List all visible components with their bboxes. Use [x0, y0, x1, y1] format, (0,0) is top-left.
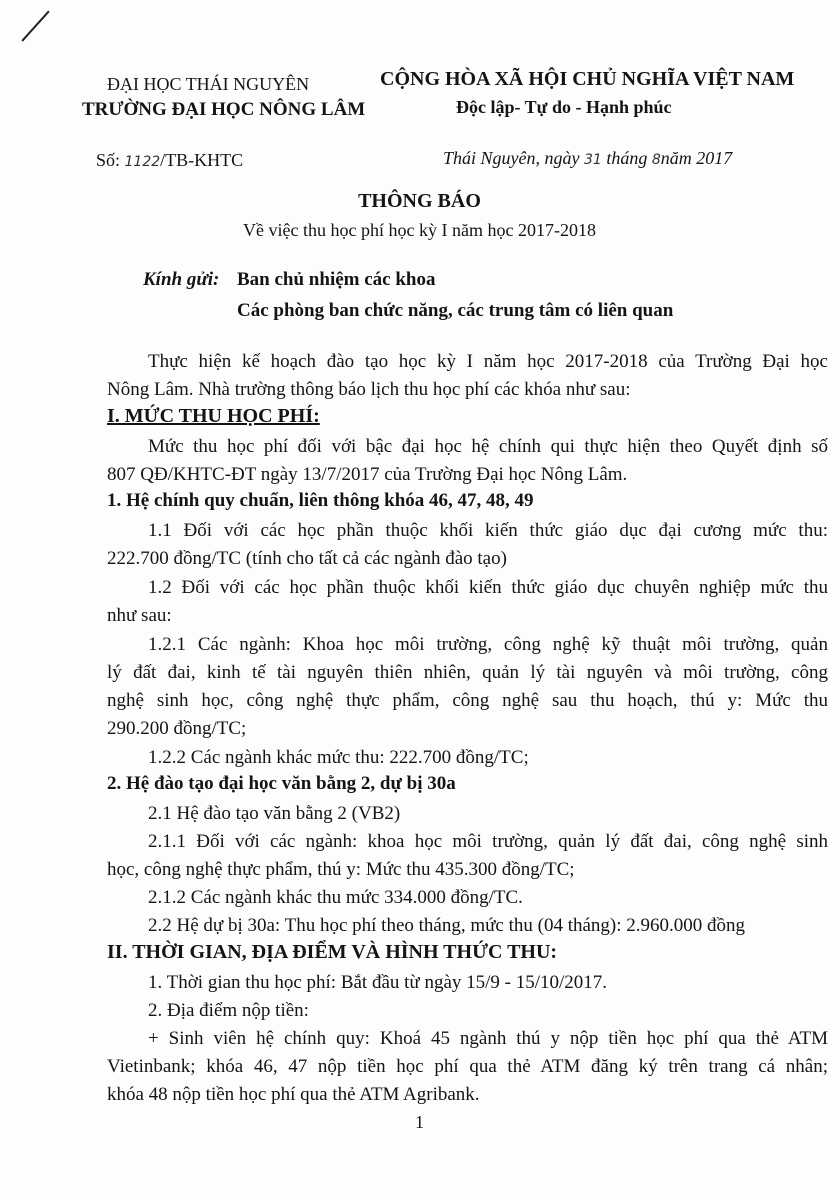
- section-2-heading: II. THỜI GIAN, ĐỊA ĐIỂM VÀ HÌNH THỨC THU:: [107, 941, 558, 963]
- p12-line-1: 1.2 Đối với các học phần thuộc khối kiến thức giáo dục chuyên nghiệp mức thu: [148, 577, 828, 598]
- p211-line-1: 2.1.1 Đối với các ngành: khoa học môi trường, quản lý đất đai, công nghệ sinh: [148, 831, 828, 852]
- intro-line-1: Thực hiện kế hoạch đào tạo học kỳ I năm học 2017-2018 của Trường Đại học: [148, 351, 828, 372]
- document-title: THÔNG BÁO: [358, 190, 481, 212]
- section-2-p1: 1. Thời gian thu học phí: Bắt đầu từ ngày 15/9 - 15/10/2017.: [148, 972, 608, 993]
- p11-line-1: 1.1 Đối với các học phần thuộc khối kiến thức giáo dục đại cương mức thu:: [148, 520, 828, 541]
- subsection-2-heading: 2. Hệ đào tạo đại học văn bằng 2, dự bị 30a: [107, 773, 456, 794]
- p211-line-2: học, công nghệ thực phẩm, thú y: Mức thu 435.300 đồng/TC;: [107, 859, 575, 880]
- section-1-heading: I. MỨC THU HỌC PHÍ:: [107, 405, 320, 427]
- p121-line-1: 1.2.1 Các ngành: Khoa học môi trường, công nghệ kỹ thuật môi trường, quản: [148, 634, 828, 655]
- page-number: 1: [415, 1112, 424, 1132]
- country-name: CỘNG HÒA XÃ HỘI CHỦ NGHĨA VIỆT NAM: [380, 68, 795, 90]
- recipients-label: Kính gửi:: [143, 269, 220, 290]
- intro-line-2: Nông Lâm. Nhà trường thông báo lịch thu học phí các khóa như sau:: [107, 379, 631, 400]
- recipient-2: Các phòng ban chức năng, các trung tâm có liên quan: [237, 300, 674, 321]
- document-date: Thái Nguyên, ngày 31 tháng 8năm 2017: [443, 148, 733, 168]
- p121-line-4: 290.200 đồng/TC;: [107, 718, 247, 739]
- university-name: ĐẠI HỌC THÁI NGUYÊN: [107, 74, 310, 94]
- handwritten-number: 1122: [124, 154, 161, 170]
- section-1-text-2: 807 QĐ/KHTC-ĐT ngày 13/7/2017 của Trường Đại học Nông Lâm.: [107, 464, 628, 485]
- p22-line: 2.2 Hệ dự bị 30a: Thu học phí theo tháng, mức thu (04 tháng): 2.960.000 đồng: [148, 915, 746, 936]
- section-1-text-1: Mức thu học phí đối với bậc đại học hệ chính qui thực hiện theo Quyết định số: [148, 436, 828, 457]
- document-subtitle: Về việc thu học phí học kỳ I năm học 2017-2018: [243, 220, 596, 240]
- motto: Độc lập- Tự do - Hạnh phúc: [456, 97, 672, 117]
- p11-line-2: 222.700 đồng/TC (tính cho tất cả các ngành đào tạo): [107, 548, 507, 569]
- recipient-1: Ban chủ nhiệm các khoa: [237, 269, 436, 290]
- section-2-p2: 2. Địa điểm nộp tiền:: [148, 1000, 309, 1021]
- school-name: TRƯỜNG ĐẠI HỌC NÔNG LÂM: [82, 99, 366, 120]
- p21-line: 2.1 Hệ đào tạo văn bằng 2 (VB2): [148, 803, 401, 824]
- pen-mark: [21, 11, 49, 42]
- section-2-p3-line-2: Vietinbank; khóa 46, 47 nộp tiền học phí qua thẻ ATM đăng ký trên trang cá nhân;: [107, 1056, 828, 1077]
- p122-line: 1.2.2 Các ngành khác mức thu: 222.700 đồng/TC;: [148, 747, 529, 768]
- section-2-p3-line-3: khóa 48 nộp tiền học phí qua thẻ ATM Agribank.: [107, 1084, 480, 1105]
- p121-line-2: lý đất đai, kinh tế tài nguyên thiên nhiên, quản lý tài nguyên và môi trường, công: [107, 662, 828, 683]
- p121-line-3: nghệ sinh học, công nghệ thực phẩm, công nghệ sau thu hoạch, thú y: Mức thu: [107, 690, 828, 711]
- section-2-p3-line-1: + Sinh viên hệ chính quy: Khoá 45 ngành thú y nộp tiền học phí qua thẻ ATM: [148, 1028, 828, 1049]
- p12-line-2: như sau:: [107, 605, 172, 626]
- p212-line: 2.1.2 Các ngành khác thu mức 334.000 đồng/TC.: [148, 887, 523, 908]
- document-number: Số: 1122/TB-KHTC: [96, 150, 244, 170]
- subsection-1-heading: 1. Hệ chính quy chuẩn, liên thông khóa 46, 47, 48, 49: [107, 490, 534, 511]
